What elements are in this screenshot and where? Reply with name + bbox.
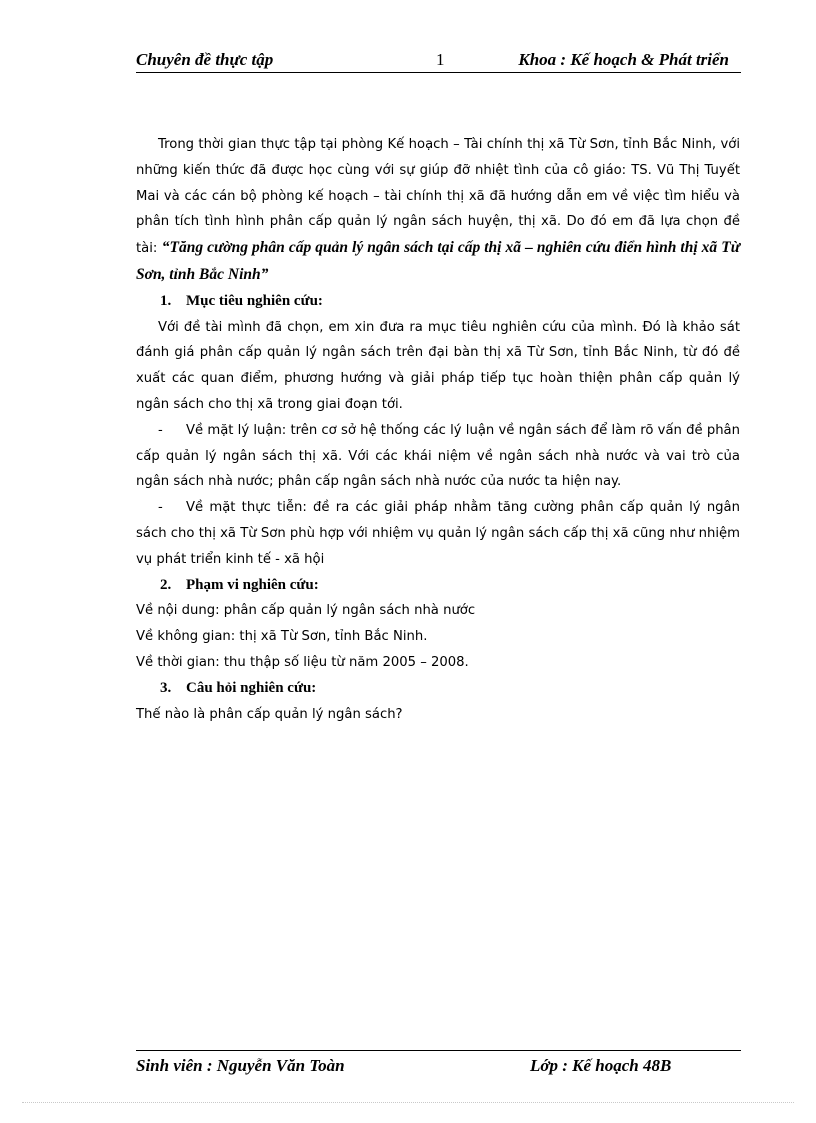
section-3-number: 3. xyxy=(160,679,172,696)
header-course-title: Chuyên đề thực tập xyxy=(136,50,274,69)
dash-marker: - xyxy=(158,422,163,438)
section-3-heading xyxy=(136,676,740,702)
section-3-title: Câu hỏi nghiên cứu: xyxy=(186,679,317,696)
page-number: 1 xyxy=(436,50,445,69)
scope-content: Về nội dung: phân cấp quản lý ngân sách nhà nước xyxy=(136,603,476,619)
section-2-number: 2. xyxy=(160,576,172,593)
page-footer xyxy=(136,1050,741,1081)
bullet-item xyxy=(136,418,740,495)
document-body xyxy=(136,132,740,727)
footer-student: Sinh viên : Nguyễn Văn Toàn xyxy=(136,1056,345,1075)
section-2-title: Phạm vi nghiên cứu: xyxy=(186,576,319,593)
footer-class: Lớp : Kế hoạch 48B xyxy=(530,1056,672,1075)
section-1-title: Mục tiêu nghiên cứu: xyxy=(186,292,323,309)
bullet-text: Về mặt thực tiễn: đề ra các giải pháp nhằm tăng cường phân cấp quản lý ngân sách cho thị xã Từ Sơn phù hợp với nhiệm vụ quản lý ngân sách cấp thị xã cũng như nhiệm vụ phát triển kinh tế - xã hội xyxy=(136,500,740,567)
research-question: Thế nào là phân cấp quản lý ngân sách? xyxy=(136,706,403,722)
intro-text: Trong thời gian thực tập tại phòng Kế hoạch – Tài chính thị xã Từ Sơn, tỉnh Bắc Ninh, với những kiến thức đã được học cùng với sự giúp đỡ nhiệt tình của cô giáo: TS. Vũ Thị Tuyết Mai và các cán bộ phòng kế hoạch – tài chính thị xã đã hướng dẫn em về việc tìm hiểu và phân tích tình hình phân cấp quản lý ngân sách huyện, thị xã. Do đó em đã lựa chọn đề tài: xyxy=(136,137,740,257)
section-1-number: 1. xyxy=(160,292,172,309)
page-header xyxy=(136,48,741,73)
scope-time: Về thời gian: thu thập số liệu từ năm 2005 – 2008. xyxy=(136,654,469,670)
bullet-text: Về mặt lý luận: trên cơ sở hệ thống các lý luận về ngân sách để làm rõ vấn đề phân cấp quản lý ngân sách thị xã. Với các khái niệm về ngân sách nhà nước và vai trò của ngân sách nhà nước; phân cấp ngân sách nhà nước của nước ta hiện nay. xyxy=(136,422,740,490)
page-border-dotted xyxy=(22,1102,794,1103)
section-2-heading xyxy=(136,573,740,599)
header-faculty: Khoa : Kế hoạch & Phát triển xyxy=(518,50,729,69)
scope-space: Về không gian: thị xã Từ Sơn, tỉnh Bắc Ninh. xyxy=(136,629,428,645)
intro-paragraph xyxy=(136,132,740,289)
dash-marker: - xyxy=(158,500,163,516)
topic-title: “Tăng cường phân cấp quản lý ngân sách tại cấp thị xã – nghiên cứu điển hình thị xã Từ Sơn, tỉnh Bắc Ninh” xyxy=(136,239,740,283)
section-1-paragraph: Với đề tài mình đã chọn, em xin đưa ra mục tiêu nghiên cứu của mình. Đó là khảo sát đánh giá phân cấp quản lý ngân sách trên đại bàn thị xã Từ Sơn, tỉnh Bắc Ninh, từ đó đề xuất các quan điểm, phương hướng và giải pháp tiếp tục hoàn thiện phân cấp quản lý ngân sách cho thị xã trong giai đoạn tới. xyxy=(136,319,740,412)
bullet-item xyxy=(136,495,740,572)
section-1-heading xyxy=(136,289,740,315)
